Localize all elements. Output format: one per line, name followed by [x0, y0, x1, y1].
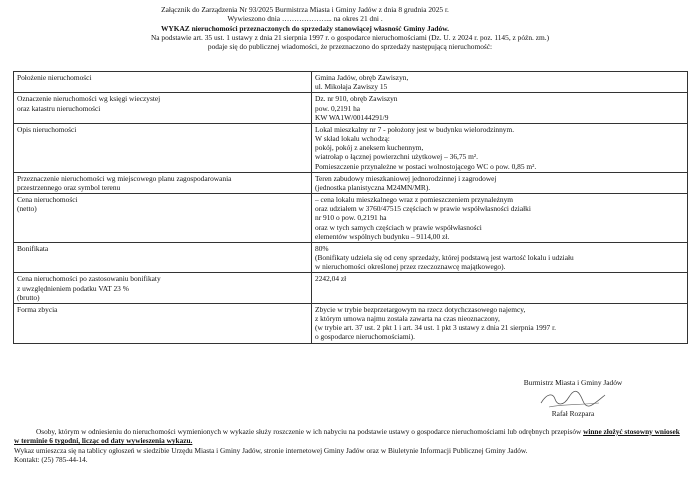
row-value-line: elementów wspólnych budynku – 9114,00 zł.	[315, 231, 450, 241]
row-value-line: Zbycie w trybie bezprzetargowym na rzecz dotychczasowego najemcy,	[315, 304, 526, 314]
row-label-line: Cena nieruchomości po zastosowaniu bonifikaty	[17, 274, 161, 284]
document-title: WYKAZ nieruchomości przeznaczonych do sprzedaży stanowiącej własność Gminy Jadów.	[160, 23, 450, 33]
announcement-line: podaje się do publicznej wiadomości, że przeznaczono do sprzedaży następującą nieruchomość:	[207, 42, 493, 51]
row-label-line: Położenie nieruchomości	[17, 73, 92, 82]
posted-date-line: Wywieszono dnia ………………... na okres 21 dni .	[227, 14, 383, 24]
row-label-line: z uwzględnieniem podatku VAT 23 %	[17, 283, 129, 293]
table-row	[14, 273, 688, 304]
row-label-line: przestrzennego oraz symbol terenu	[17, 182, 121, 192]
signatory-title: Burmistrz Miasta i Gminy Jadów	[523, 378, 623, 387]
row-value-line: w nieruchomości określonej przez rzeczoznawcę majątkowego).	[315, 262, 506, 272]
row-label	[14, 194, 312, 243]
row-value-line: W skład lokalu wchodzą:	[315, 134, 390, 144]
row-value-line: z którym umowa najmu została zawarta na czas nieoznaczony,	[315, 314, 500, 324]
row-label-line: Oznaczenie nieruchomości wg księgi wieczystej	[17, 94, 161, 104]
row-value-line: 80%	[315, 243, 329, 253]
row-label	[14, 93, 312, 124]
row-value-line: o gospodarce nieruchomościami).	[315, 332, 415, 342]
row-value-line: wiatrołap o łącznej powierzchni użytkowej – 36,75 m².	[315, 152, 478, 162]
row-value-line: (jednostka planistyczna M24MN/MR).	[315, 182, 431, 192]
row-value-line: Lokal mieszkalny nr 7 - położony jest w budynku wielorodzinnym.	[315, 124, 515, 134]
row-label-line: Bonifikata	[17, 243, 49, 253]
table-row	[14, 172, 688, 193]
posting-info: Wykaz umieszcza się na tablicy ogłoszeń w siedzibie Urzędu Miasta i Gminy Jadów, stronie internetowej Gminy Jadów oraz w Biuletynie Informacji Publicznej Gminy Jadów.	[14, 445, 528, 455]
row-value	[312, 194, 688, 243]
row-label	[14, 123, 312, 172]
row-label-line: Forma zbycia	[17, 304, 58, 314]
table-row	[14, 123, 688, 172]
claims-notice-text: Osoby, którym w odniesieniu do nieruchomości wymienionych w wykazie służy roszczenie w ich nabyciu na podstawie ustawy o gospodarce nieruchomościami lub odrębnych przepisów	[36, 427, 582, 436]
table-row	[14, 194, 688, 243]
claims-deadline-text: winne złożyć stosowny wniosek w terminie 6 tygodni, licząc od daty wywieszenia wykazu.	[14, 427, 680, 446]
row-label	[14, 273, 312, 304]
row-value	[312, 123, 688, 172]
table-row	[14, 72, 688, 93]
row-value-line: pokój, pokój z aneksem kuchennym,	[315, 143, 424, 153]
row-value	[312, 72, 688, 93]
row-value-line: Dz. nr 910, obręb Zawiszyn	[315, 94, 398, 104]
row-value-line: Gmina Jadów, obręb Zawiszyn,	[315, 73, 409, 82]
row-value-line: 2242,04 zł	[315, 274, 347, 284]
property-table	[13, 71, 688, 344]
row-value-line: KW WA1W/00144291/9	[315, 112, 389, 122]
row-value-line: pow. 0,2191 ha	[315, 103, 361, 113]
row-value	[312, 273, 688, 304]
row-label-line: oraz katastru nieruchomości	[17, 103, 101, 113]
row-label	[14, 172, 312, 193]
claims-notice	[14, 427, 686, 446]
row-label	[14, 303, 312, 343]
table-row	[14, 303, 688, 343]
signature-block	[498, 378, 648, 419]
row-label	[14, 242, 312, 273]
row-value	[312, 172, 688, 193]
contact-info: Kontakt: (25) 785-44-14.	[14, 454, 88, 464]
handwritten-signature-icon	[533, 389, 613, 411]
signatory-name: Rafał Rozpara	[551, 409, 595, 419]
legal-basis-line: Na podstawie art. 35 ust. 1 ustawy z dnia 21 sierpnia 1997 r. o gospodarce nieruchomościami (Dz. U. z 2024 r. poz. 1145, z późn. zm.)	[150, 32, 550, 42]
row-value-line: (w trybie art. 37 ust. 2 pkt 1 i art. 34 ust. 1 pkt 3 ustawy z dnia 21 sierpnia 1997 r.	[315, 323, 556, 333]
document-header	[0, 5, 700, 51]
row-value-line: (Bonifikaty udziela się od ceny sprzedaży, której podstawą jest wartość lokalu i udziału	[315, 253, 574, 263]
row-value-line: – cena lokalu mieszkalnego wraz z pomieszczeniem przynależnym	[315, 195, 514, 205]
row-label-line: (netto)	[17, 204, 37, 214]
row-value	[312, 242, 688, 273]
row-value	[312, 93, 688, 124]
table-row	[14, 93, 688, 124]
document-footer	[14, 427, 686, 464]
table-row	[14, 242, 688, 273]
row-value-line: Pomieszczenie przynależne w postaci wolnostojącego WC o pow. 0,85 m².	[315, 161, 537, 171]
row-value-line: oraz w tych samych częściach w prawie współwłasności	[315, 222, 482, 232]
row-label-line: Cena nieruchomości	[17, 195, 78, 205]
row-label-line: (brutto)	[17, 292, 40, 302]
row-value	[312, 303, 688, 343]
row-value-line: oraz udziałem w 3760/47515 częściach w prawie współwłasności działki	[315, 204, 531, 214]
row-label-line: Opis nieruchomości	[17, 124, 77, 134]
row-value-line: Teren zabudowy mieszkaniowej jednorodzinnej i zagrodowej	[315, 173, 497, 183]
row-value-line: nr 910 o pow. 0,2191 ha	[315, 213, 387, 223]
attachment-line: Załącznik do Zarządzenia Nr 93/2025 Burmistrza Miasta i Gminy Jadów z dnia 8 grudnia 2025 r.	[161, 5, 449, 14]
row-value-line: ul. Mikołaja Zawiszy 15	[315, 82, 388, 92]
row-label-line: Przeznaczenie nieruchomości wg miejscowego planu zagospodarowania	[17, 173, 232, 183]
row-label	[14, 72, 312, 93]
